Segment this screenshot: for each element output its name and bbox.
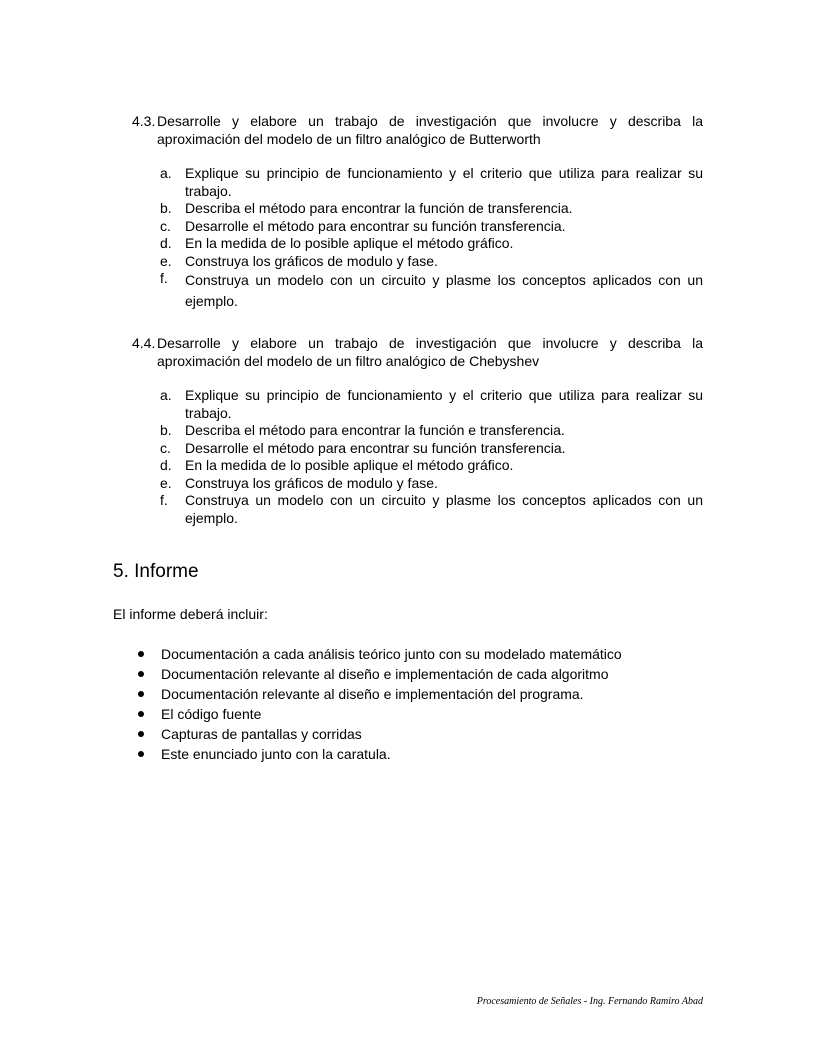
item-text: Construya los gráficos de modulo y fase.	[185, 474, 438, 491]
informe-heading: 5. Informe	[113, 561, 199, 582]
item-text: Construya un modelo con un circuito y plasme los conceptos aplicados con un ejemplo.	[185, 272, 703, 309]
list-item	[138, 644, 622, 664]
section-description: Desarrolle y elabore un trabajo de investigación que involucre y describa la aproximación del modelo de un filtro analógico de Butterworth	[157, 113, 703, 147]
item-letter: e.	[160, 252, 172, 269]
list-item	[132, 440, 703, 458]
list-item	[132, 492, 703, 527]
section-4-3	[132, 113, 703, 312]
item-text: Desarrolle el método para encontrar su función transferencia.	[185, 439, 566, 456]
item-text: Construya los gráficos de modulo y fase.	[185, 252, 438, 269]
section-number: 4.3.	[132, 113, 156, 129]
bullet-icon	[138, 644, 161, 664]
section-heading	[132, 335, 703, 370]
bullet-text: El código fuente	[161, 706, 262, 722]
bullet-text: Documentación relevante al diseño e implementación de cada algoritmo	[161, 666, 609, 682]
bullet-icon	[138, 704, 161, 724]
item-text: En la medida de lo posible aplique el método gráfico.	[185, 235, 514, 251]
item-letter: e.	[160, 474, 172, 491]
section-description: Desarrolle y elabore un trabajo de investigación que involucre y describa la aproximación del modelo de un filtro analógico de Chebyshev	[157, 335, 703, 369]
list-item	[138, 684, 622, 704]
sub-item-list	[132, 165, 703, 312]
bullet-icon	[138, 724, 161, 744]
list-item	[132, 422, 703, 440]
bullet-icon	[138, 664, 161, 684]
item-text: Describa el método para encontrar la función de transferencia.	[185, 200, 573, 216]
item-text: Construya un modelo con un circuito y plasme los conceptos aplicados con un ejemplo.	[185, 492, 703, 526]
item-text: En la medida de lo posible aplique el método gráfico.	[185, 457, 514, 473]
section-heading	[132, 113, 703, 148]
item-text: Explique su principio de funcionamiento y el criterio que utiliza para realizar su trabajo.	[185, 165, 703, 199]
item-letter: f.	[160, 492, 168, 508]
bullet-text: Documentación a cada análisis teórico junto con su modelado matemático	[161, 646, 622, 662]
list-item	[138, 724, 622, 744]
list-item	[132, 235, 703, 253]
sub-item-list	[132, 387, 703, 527]
item-letter: a.	[160, 165, 172, 181]
informe-intro: El informe deberá incluir:	[113, 606, 268, 622]
list-item	[132, 200, 703, 218]
list-item	[132, 253, 703, 271]
list-item	[132, 165, 703, 200]
item-letter: b.	[160, 200, 172, 216]
bullet-icon	[138, 744, 161, 764]
item-text: Desarrolle el método para encontrar su función transferencia.	[185, 217, 566, 234]
section-4-4	[132, 335, 703, 527]
item-letter: f.	[160, 270, 168, 286]
item-letter: a.	[160, 387, 172, 403]
item-letter: c.	[160, 217, 171, 234]
list-item	[132, 387, 703, 422]
item-text: Explique su principio de funcionamiento y el criterio que utiliza para realizar su trabajo.	[185, 387, 703, 421]
list-item	[132, 270, 703, 312]
section-number: 4.4.	[132, 335, 156, 351]
bullet-text: Capturas de pantallas y corridas	[161, 726, 362, 742]
list-item	[138, 744, 622, 764]
item-letter: d.	[160, 457, 172, 473]
bullet-text: Este enunciado junto con la caratula.	[161, 746, 391, 762]
item-letter: b.	[160, 422, 172, 438]
list-item	[138, 704, 622, 724]
list-item	[132, 457, 703, 475]
list-item	[132, 475, 703, 493]
item-text: Describa el método para encontrar la función e transferencia.	[185, 422, 565, 438]
bullet-text: Documentación relevante al diseño e implementación del programa.	[161, 686, 584, 702]
bullet-icon	[138, 684, 161, 704]
list-item	[132, 218, 703, 236]
item-letter: c.	[160, 439, 171, 456]
item-letter: d.	[160, 235, 172, 251]
informe-bullet-list	[138, 644, 622, 764]
list-item	[138, 664, 622, 684]
page-footer: Procesamiento de Señales - Ing. Fernando Ramiro Abad	[476, 996, 703, 1007]
